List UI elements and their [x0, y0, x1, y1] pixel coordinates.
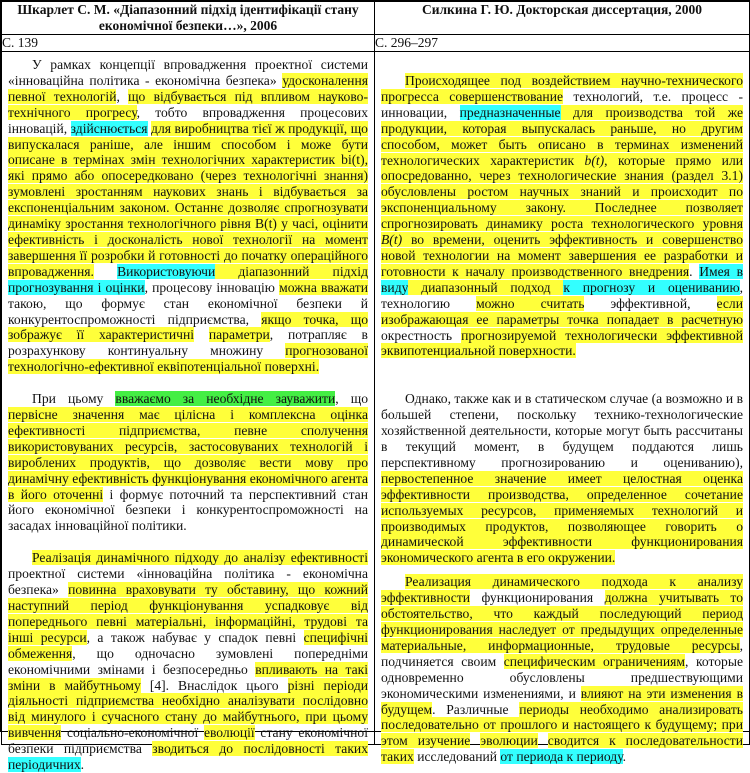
text-segment: технологий, т.е. процесс - инновации,	[381, 88, 744, 120]
highlight-green: вважаємо за необхідне зауважити	[115, 391, 336, 407]
highlight-yellow: специфическим ограничениям	[503, 653, 686, 669]
highlight-yellow: впливають на такі зміни в майбутньому	[8, 661, 368, 693]
highlight-yellow: параметри	[208, 327, 270, 343]
highlight-yellow: якщо точка, що зображує її характеристичні	[8, 311, 368, 343]
text-segment: , которые одновременно обусловлены предшествующими экономическими изменениями, и	[381, 653, 743, 701]
text-segment	[194, 327, 209, 342]
left-text	[2, 52, 374, 773]
highlight-cyan: от периода к периоду	[500, 749, 623, 765]
text-segment: .	[80, 757, 85, 773]
highlight-cyan: Имея в виду	[381, 263, 743, 295]
highlight-cyan: прогнозування і оцінки	[8, 279, 145, 295]
text-segment: проектної системи «інноваційна політика - економічна безпека»	[8, 566, 368, 598]
highlight-yellow: можно считать	[476, 295, 585, 311]
text-segment: При цьому	[32, 391, 116, 407]
text-segment: , тобто впровадження процесових інновацій,	[8, 104, 368, 136]
highlight-yellow: внедрения	[629, 263, 690, 279]
text-segment: У рамках концепції впровадження проектної системи «інноваційна політика - економічна безпека»	[8, 57, 368, 88]
text-segment: такою, що формує стан економічної безпеки й конкурентоспроможності підприємства,	[8, 295, 368, 327]
text-segment	[94, 264, 117, 279]
left-paragraph-2	[8, 391, 368, 534]
text-segment: окрестность	[381, 327, 462, 343]
text-segment: ,	[116, 88, 129, 104]
highlight-cyan: здійснюється	[70, 120, 148, 136]
highlight-yellow: эволюции	[480, 733, 538, 749]
right-column-header: Силкина Г. Ю. Докторская диссертация, 2000	[375, 2, 750, 35]
right-page-ref: С. 296–297	[375, 35, 750, 52]
left-column-header: Шкарлет С. М. «Діапазонний підхід ідентифікації стану економічної безпеки…», 2006	[2, 2, 375, 35]
highlight-yellow: удосконалення певної технологій	[8, 72, 368, 104]
text-segment: Однако, также как и в статическом случае (а возможно и в большей степени, поскольку технико-технологические хозяйственной деятельности, которые могут быть рассчитаны в текущий момент, в будущем поддаются лишь перспективному прогнозированию и оцениванию),	[381, 391, 743, 470]
highlight-yellow: зводиться до послідовності таких	[152, 741, 368, 757]
header-row	[2, 2, 750, 35]
highlight-yellow: диапазонный подход	[408, 279, 564, 295]
right-text	[375, 52, 749, 765]
text-segment: соціально-економічної	[61, 725, 204, 741]
highlight-yellow: прогнозованої технологічно-ефективної еквіпотенціальної поверхні.	[8, 343, 368, 375]
text-segment	[470, 733, 480, 748]
text-segment: , а також набуває у спадок певні	[86, 629, 304, 645]
text-segment: , подчиняется своим	[381, 637, 743, 669]
highlight-yellow: во времени, оценить эффективность и совершенство новой технологии на момент завершения ее разработки и готовности к началу производственного	[381, 232, 743, 279]
text-segment: , процесову інновацію	[144, 279, 280, 295]
highlight-yellow: Реализация динамического подхода к анализу эффективности	[381, 574, 743, 606]
page-ref-row	[2, 35, 750, 52]
highlight-cyan: Використовуючи	[117, 263, 216, 279]
text-segment: . Различные	[432, 701, 520, 717]
paragraph-gap	[381, 359, 743, 375]
text-segment: .	[622, 749, 627, 765]
text-segment: .	[689, 263, 700, 279]
highlight-yellow: Происходящее под воздействием научно-технического прогресса	[381, 73, 743, 104]
highlight-yellow: первісне значення має цілісна і комплексна оцінка ефективності	[8, 407, 368, 438]
highlight-yellow: прогнозируемой технологически эффективной эквипотенциальной поверхности.	[381, 327, 744, 359]
left-text-cell	[2, 52, 375, 773]
highlight-yellow: b(t)	[584, 152, 605, 168]
text-segment: і формує поточний та перспективний стан його економічної безпеки і конкурентоспроможності на засадах інноваційної політики.	[8, 486, 368, 534]
highlight-yellow: первостепенное значение имеет целостная оценка эффективности производства, определенное сочетание используемых ресурсов, применяемых технологий и производимых продуктов, позволяющее говорить о динамической эффективности функционирования экономического агента в его окружении.	[381, 470, 743, 566]
right-paragraph-3	[381, 574, 743, 765]
text-segment: исследований	[413, 749, 501, 765]
text-segment	[538, 733, 548, 748]
highlight-yellow: Реалізація динамічного підходу до аналізу ефективності	[32, 550, 368, 566]
highlight-yellow: влияют на эти изменения в будущем	[381, 685, 743, 717]
highlight-yellow: еволюції	[203, 725, 255, 741]
right-text-cell	[375, 52, 750, 765]
highlight-yellow: , которые прямо или опосредованно, через технологические знания (раздел 3.1) обусловлены ростом научных знаний и происходит по экспоненциальному закону. Последнее позволяет спрогнозировать динамику роста технологического уровня	[381, 152, 743, 232]
text-segment: функционирования	[470, 590, 605, 606]
body-row	[2, 52, 750, 745]
highlight-yellow: можна вважати	[279, 279, 368, 295]
highlight-yellow: різні періоди діяльності підприємства необхідно аналізувати послідовно від минулого і сучасного стану до майбутнього, при цьому вивчення	[8, 677, 369, 741]
highlight-yellow: сводится к последовательности таких	[381, 733, 743, 765]
highlight-yellow: повинна враховувати ту обставину, що кожний наступний період функціонування успадковує від попереднього певні матеріальні, інформаційні, трудові та інші ресурси	[8, 582, 368, 645]
highlight-yellow: периоды необходимо анализировать последовательно от прошлого и настоящего к будущему; при этом изучение	[381, 701, 744, 749]
text-segment: , технологию	[381, 279, 744, 311]
left-paragraph-1	[8, 57, 368, 375]
comparison-table	[1, 1, 750, 773]
paragraph-gap	[8, 375, 368, 391]
text-segment: , що одночасно зумовлені попередніми економічними змінами і безпосередньо	[8, 645, 368, 677]
highlight-yellow: підприємства, певне сполучення використовуваних ресурсів, застосовуваних технологій і вироблених продуктів, що дозволяє вести мову про динамічну ефективність функціонування економічного агента в його оточенні	[8, 422, 368, 502]
highlight-yellow: для производства той же продукции, которая выпускалась раньше, но другим способом, может быть описано в терминах изменений технологических характеристик	[381, 104, 743, 168]
text-segment: стану економічної безпеки підприємства	[8, 725, 368, 757]
highlight-cyan: к прогнозу и оцениванию	[563, 279, 740, 295]
right-paragraph-1	[381, 73, 743, 359]
paragraph-gap	[8, 534, 368, 550]
text-segment: эффективной,	[584, 295, 717, 311]
highlight-yellow: діапазонний підхід	[215, 263, 369, 279]
highlight-cyan: предназначенные	[459, 104, 561, 120]
highlight-yellow: для виробництва тієї ж продукції, що випускалася раніше, але іншим способом і може бути описане в термінах змін технологічних характеристик bi(t), які прямо або опосередковано (через технологічні знання) зумовлені зростанням наукових знань і відбувається за експоненціальним законом. Останнє дозволяє спрогнозувати динаміку зростання технологічного рівня B(t) у часі, оцінити ефективність і досконалість нової технології на момент завершення її розробки й готовності до початку операційного впровадження.	[8, 120, 368, 279]
highlight-yellow: B(t)	[381, 232, 403, 248]
left-paragraph-3	[8, 550, 368, 773]
paragraph-gap	[381, 375, 743, 391]
highlight-yellow: должна учитывать то обстоятельство, что каждый последующий период функционирования наследует от предыдущих определенные материальные, информационные, трудовые ресурсы	[381, 590, 743, 653]
highlight-yellow: если изображающая ее параметры точка попадает в расчетную	[381, 295, 743, 327]
highlight-yellow: що відбувається під впливом науково-технічного прогресу	[8, 88, 368, 120]
highlight-yellow: совершенствование	[449, 88, 564, 104]
text-segment: , що	[335, 391, 368, 407]
highlight-yellow: специфічні обмеження	[8, 629, 368, 661]
text-segment: [4]. Внаслідок цього	[140, 677, 288, 693]
right-paragraph-2	[381, 391, 743, 566]
left-page-ref: С. 139	[2, 35, 375, 52]
text-segment: , потрапляє в розрахункову континуальну множину	[8, 327, 368, 359]
highlight-cyan: періодичних	[8, 757, 81, 773]
